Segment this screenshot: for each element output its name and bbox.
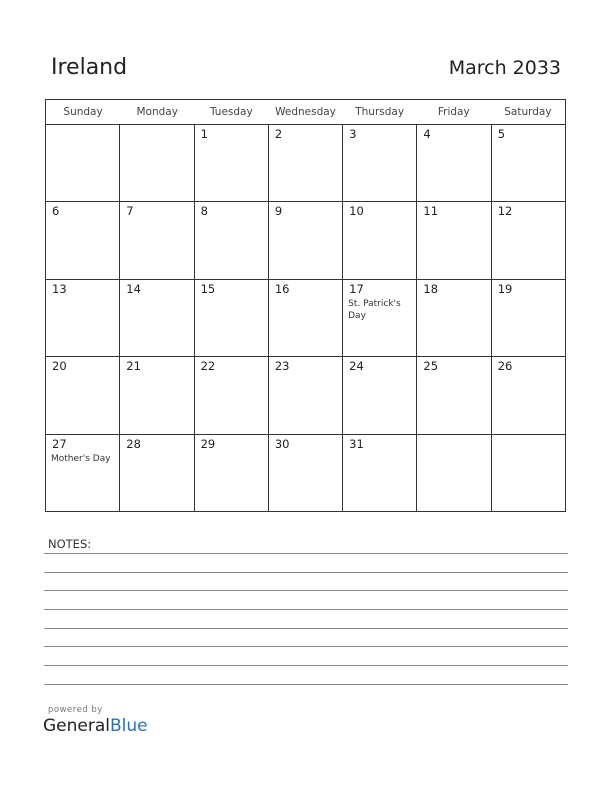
day-number: 3 (349, 127, 357, 141)
day-cell (46, 202, 120, 278)
day-number: 6 (52, 204, 60, 219)
calendar-week (46, 202, 565, 279)
day-cell (343, 280, 417, 356)
day-of-week-header (46, 100, 565, 125)
dow-thursday: Thursday (355, 106, 405, 118)
powered-by-text: powered by (48, 705, 103, 715)
day-cell (492, 435, 565, 512)
day-number: 15 (200, 281, 216, 296)
day-number: 13 (52, 281, 67, 296)
dow-tuesday: Tuesday (209, 106, 253, 118)
day-number: 18 (423, 281, 439, 296)
holiday-label: Mother's Day (51, 453, 111, 464)
note-line (44, 590, 568, 591)
day-number: 21 (126, 359, 141, 374)
day-number: 4 (423, 127, 431, 141)
note-line (44, 609, 568, 610)
day-cell (343, 125, 417, 201)
day-cell (46, 435, 120, 512)
day-cell (46, 125, 120, 201)
holiday-label: St. Patrick's Day (348, 298, 401, 321)
day-cell (195, 202, 269, 278)
day-cell (343, 435, 417, 512)
day-number: 7 (126, 204, 134, 219)
day-cell (120, 357, 194, 433)
day-cell (195, 125, 269, 201)
day-number: 23 (274, 359, 290, 374)
day-cell (269, 125, 343, 201)
month-title: March 2033 (448, 57, 561, 79)
day-cell (120, 125, 194, 201)
calendar-week (46, 125, 565, 202)
note-line (44, 628, 568, 629)
day-number: 25 (423, 359, 439, 374)
note-line (44, 665, 568, 666)
note-line (44, 553, 568, 554)
day-number: 10 (349, 204, 364, 219)
note-line (44, 684, 568, 685)
day-number: 24 (349, 359, 364, 374)
day-number: 20 (52, 359, 67, 374)
calendar-grid (45, 99, 566, 512)
notes-label: NOTES: (48, 537, 92, 551)
day-cell (120, 435, 194, 512)
brand-blue: Blue (110, 716, 148, 736)
brand-general: General (43, 716, 110, 736)
day-number: 5 (497, 127, 506, 141)
day-number: 27 (52, 436, 67, 451)
day-cell (417, 125, 491, 201)
day-number: 12 (497, 204, 513, 219)
day-cell (417, 357, 491, 433)
dow-friday: Friday (437, 106, 470, 118)
day-cell (46, 280, 120, 356)
day-cell (120, 280, 194, 356)
day-cell (269, 280, 343, 356)
day-cell (195, 280, 269, 356)
note-line (44, 572, 568, 573)
calendar-week (46, 435, 565, 512)
day-number: 28 (126, 436, 141, 451)
day-number: 22 (200, 359, 216, 374)
day-cell (195, 435, 269, 512)
calendar-weeks (46, 125, 565, 512)
day-number: 17 (349, 281, 364, 296)
dow-monday: Monday (136, 106, 178, 118)
day-cell (269, 202, 343, 278)
day-number: 1 (200, 127, 208, 141)
day-cell (417, 435, 491, 512)
country-title: Ireland (51, 55, 128, 80)
day-cell (492, 357, 565, 433)
calendar-week (46, 280, 565, 357)
dow-saturday: Saturday (504, 106, 552, 118)
generalblue-logo (43, 716, 148, 736)
day-cell (417, 280, 491, 356)
note-line (44, 646, 568, 647)
day-cell (492, 280, 565, 356)
calendar-week (46, 357, 565, 434)
day-cell (46, 357, 120, 433)
day-number: 26 (497, 359, 513, 374)
day-number: 31 (349, 436, 364, 451)
day-number: 14 (126, 281, 141, 296)
day-cell (343, 357, 417, 433)
day-cell (269, 357, 343, 433)
day-number: 11 (423, 204, 439, 219)
day-number: 19 (497, 281, 513, 296)
day-cell (120, 202, 194, 278)
day-cell (492, 125, 565, 201)
day-number: 2 (274, 127, 283, 141)
day-number: 16 (274, 281, 290, 296)
day-number: 30 (274, 436, 290, 451)
day-cell (492, 202, 565, 278)
day-cell (343, 202, 417, 278)
dow-wednesday: Wednesday (275, 106, 336, 118)
day-cell (269, 435, 343, 512)
dow-sunday: Sunday (63, 106, 103, 118)
day-number: 29 (200, 436, 216, 451)
day-cell (195, 357, 269, 433)
day-number: 9 (274, 204, 283, 219)
day-number: 8 (200, 204, 208, 219)
day-cell (417, 202, 491, 278)
